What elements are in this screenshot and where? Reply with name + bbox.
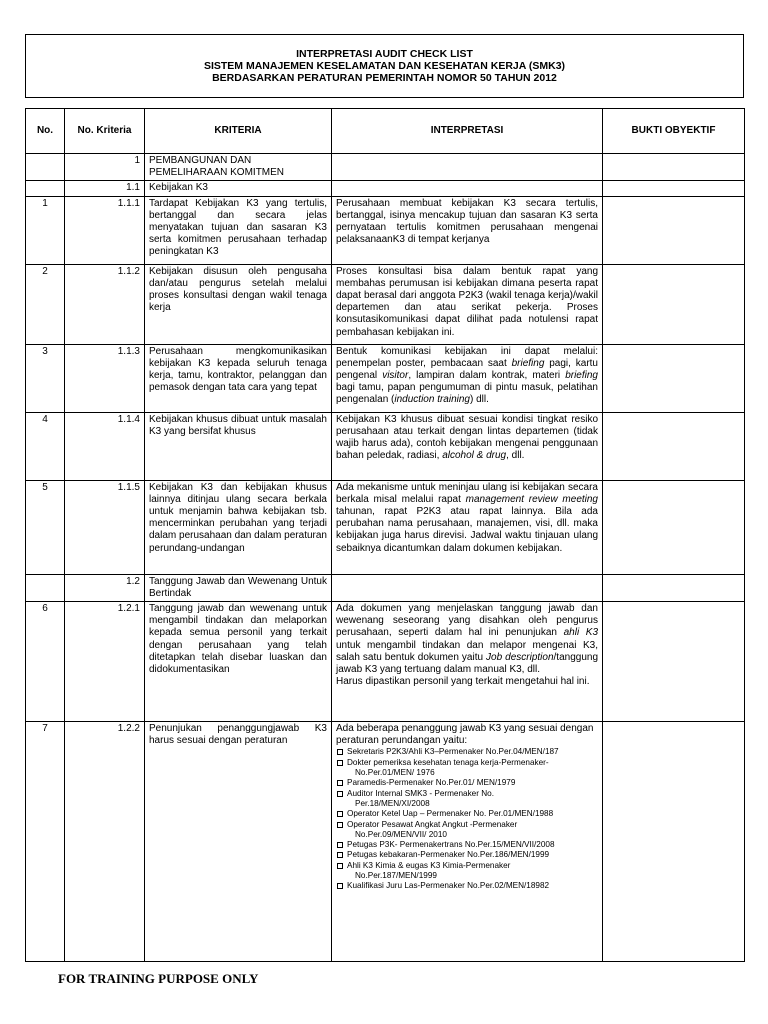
- evidence-cell: [603, 344, 745, 412]
- criteria-number: 1.1.2: [65, 264, 145, 344]
- row-number: 3: [26, 344, 65, 412]
- criteria-text: Kebijakan disusun oleh pengusaha dan/atau pengurus setelah melalui proses konsultasi dengan wakil tenaga kerja: [145, 264, 332, 344]
- section-title: PEMBANGUNAN DAN PEMELIHARAAN KOMITMEN: [145, 154, 332, 181]
- header-kriteria: KRITERIA: [145, 109, 332, 154]
- list-item: Ahli K3 Kimia & eugas K3 Kimia-Permenaker No.Per.187/MEN/1999: [336, 861, 598, 882]
- list-item: Sekretaris P2K3/Ahli K3–Permenaker No.Per.04/MEN/187: [336, 747, 598, 757]
- table-header-row: [26, 109, 745, 154]
- checkbox-icon: [337, 822, 343, 828]
- section-row: [26, 181, 745, 196]
- list-item: Dokter pemeriksa kesehatan tenaga kerja-Permenaker- No.Per.01/MEN/ 1976: [336, 758, 598, 779]
- row-number: 1: [26, 196, 65, 264]
- section-title: Kebijakan K3: [145, 181, 332, 196]
- evidence-cell: [603, 412, 745, 480]
- list-item: Paramedis-Permenaker No.Per.01/ MEN/1979: [336, 778, 598, 788]
- regulation-list: [336, 747, 598, 891]
- title-line-1: INTERPRETASI AUDIT CHECK LIST: [296, 48, 473, 60]
- evidence-cell: [603, 602, 745, 722]
- interpretation-text: Ada dokumen yang menjelaskan tanggung jawab dan wewenang seseorang yang disahkan oleh pengurus perusahaan, seperti dalam hal ini penunjukan ahli K3 untuk mengambil tindakan dan melapor mengenai K3, salah satu bentuk dokumen yaitu Job description/tanggung jawab K3 yang tertuang dalam manual K3, dll. Harus dipastikan personil yang terkait mengetahui hal ini.: [332, 602, 603, 722]
- section-number: 1.1: [65, 181, 145, 196]
- evidence-cell: [603, 722, 745, 962]
- list-item: Kualifikasi Juru Las-Permenaker No.Per.02/MEN/18982: [336, 881, 598, 891]
- table-row: [26, 344, 745, 412]
- evidence-cell: [603, 480, 745, 574]
- header-interpretasi: INTERPRETASI: [332, 109, 603, 154]
- interpretation-text: Ada beberapa penanggung jawab K3 yang sesuai dengan peraturan perundangan yaitu: Sekretaris P2K3/Ahli K3–Permenaker No.Per.04/MEN/187 Dokter pemeriksa kesehatan tenaga kerja-Permenaker- No.Per.01/MEN/ 1976 Paramedis-Permenaker No.Per.01/ MEN/1979 Auditor Internal SMK3 - Permenaker No. Per.18/MEN/XI/2008 Operator Ketel Uap – Permenaker No. Per.01/MEN/1988 Operator Pesawat Angkat Angkut -Permenaker No.Per.09/MEN/VII/ 2010 Petugas P3K- Permenakertrans No.Per.15/MEN/VII/2008 Petugas kebakaran-Permenaker No.Per.186/MEN/1999 Ahli K3 Kimia & eugas K3 Kimia-Permenaker No.Per.187/MEN/1999 Kualifikasi Juru Las-Permenaker No.Per.02/MEN/18982: [332, 722, 603, 962]
- criteria-number: 1.2.2: [65, 722, 145, 962]
- row-number: 7: [26, 722, 65, 962]
- section-number: 1: [65, 154, 145, 181]
- document-title-box: [25, 34, 744, 98]
- section-row: [26, 574, 745, 601]
- checkbox-icon: [337, 811, 343, 817]
- criteria-text: Tanggung jawab dan wewenang untuk mengambil tindakan dan melaporkan kepada semua personil yang terkait dengan perusahaan yang telah ditetapkan telah disebar luaskan dan didokumentasikan: [145, 602, 332, 722]
- checkbox-icon: [337, 863, 343, 869]
- table-row: [26, 602, 745, 722]
- list-item: Petugas P3K- Permenakertrans No.Per.15/MEN/VII/2008: [336, 840, 598, 850]
- criteria-text: Kebijakan K3 dan kebijakan khusus lainnya ditinjau ulang secara berkala untuk menjamin bahwa kebijakan tsb. mencerminkan perubahan yang terjadi dalam perusahaan dan dalam peraturan perundang-undangan: [145, 480, 332, 574]
- checkbox-icon: [337, 883, 343, 889]
- checkbox-icon: [337, 791, 343, 797]
- criteria-text: Kebijakan khusus dibuat untuk masalah K3 yang bersifat khusus: [145, 412, 332, 480]
- header-no-kriteria: No. Kriteria: [65, 109, 145, 154]
- list-item: Auditor Internal SMK3 - Permenaker No. Per.18/MEN/XI/2008: [336, 789, 598, 810]
- interpretation-text: Kebijakan K3 khusus dibuat sesuai kondisi tingkat resiko perusahaan atau terkait dengan lintas departemen (tidak wajib harus ada), contoh kebijakan mengenai penggunaan bahan peledak, radiasi, alcohol & drug, dll.: [332, 412, 603, 480]
- interpretation-text: Bentuk komunikasi kebijakan ini dapat melalui: penempelan poster, pembacaan saat briefing pagi, kartu pengenal visitor, lampiran dalam kontrak, materi briefing bagi tamu, papan pengumuman di pintu masuk, pelatihan pengenalan (induction training) dll.: [332, 344, 603, 412]
- interpretation-text: Proses konsultasi bisa dalam bentuk rapat yang membahas perumusan isi kebijakan dimana peserta rapat dapat berasal dari anggota P2K3 (wakil tenaga kerja)/wakil departemen dan atau serikat pekerja. Proses konsutasikomunikasi dapat dilihat pada notulensi rapat pembahasan kebijakan ini.: [332, 264, 603, 344]
- list-item: Operator Pesawat Angkat Angkut -Permenaker No.Per.09/MEN/VII/ 2010: [336, 820, 598, 841]
- criteria-number: 1.1.5: [65, 480, 145, 574]
- table-row: [26, 722, 745, 962]
- table-row: [26, 264, 745, 344]
- checkbox-icon: [337, 760, 343, 766]
- checkbox-icon: [337, 780, 343, 786]
- section-row: [26, 154, 745, 181]
- checkbox-icon: [337, 749, 343, 755]
- header-no: No.: [26, 109, 65, 154]
- section-number: 1.2: [65, 574, 145, 601]
- interpretation-text: Ada mekanisme untuk meninjau ulang isi kebijakan secara berkala misal melalui rapat management review meeting tahunan, rapat P2K3 atau rapat lainnya. Bila ada perubahan nama perusahaan, manajemen, visi, dll. maka kebijakan juga harus direvisi. Jadwal waktu tinjauan ulang sebaiknya dicantumkan dalam dokumen kebijakan.: [332, 480, 603, 574]
- criteria-number: 1.1.4: [65, 412, 145, 480]
- criteria-text: Perusahaan mengkomunikasikan kebijakan K3 kepada seluruh tenaga kerja, tamu, kontraktor, pelanggan dan pemasok dengan tata cara yang tepat: [145, 344, 332, 412]
- audit-checklist-table: [25, 108, 745, 962]
- title-line-2: SISTEM MANAJEMEN KESELAMATAN DAN KESEHATAN KERJA (SMK3): [203, 60, 566, 72]
- row-number: 6: [26, 602, 65, 722]
- list-item: Petugas kebakaran-Permenaker No.Per.186/MEN/1999: [336, 850, 598, 860]
- header-bukti-obyektif: BUKTI OBYEKTIF: [603, 109, 745, 154]
- checkbox-icon: [337, 852, 343, 858]
- section-title: Tanggung Jawab dan Wewenang Untuk Bertindak: [145, 574, 332, 601]
- criteria-text: Penunjukan penanggungjawab K3 harus sesuai dengan peraturan: [145, 722, 332, 962]
- row-number: 4: [26, 412, 65, 480]
- interpretation-text: Perusahaan membuat kebijakan K3 secara tertulis, bertanggal, isinya mencakup tujuan dan sasaran K3 serta pernyataan tertulis komitmen perusahaan mengenai pelaksanaanK3 di tempat kerjanya: [332, 196, 603, 264]
- evidence-cell: [603, 264, 745, 344]
- list-item: Operator Ketel Uap – Permenaker No. Per.01/MEN/1988: [336, 809, 598, 819]
- table-row: [26, 412, 745, 480]
- row-number: 5: [26, 480, 65, 574]
- title-line-3: BERDASARKAN PERATURAN PEMERINTAH NOMOR 50 TAHUN 2012: [212, 72, 557, 84]
- criteria-text: Tardapat Kebijakan K3 yang tertulis, bertanggal dan secara jelas menyatakan tujuan dan sasaran K3 serta komitmen perusahaan terhadap peningkatan K3: [145, 196, 332, 264]
- table-row: [26, 196, 745, 264]
- criteria-number: 1.1.3: [65, 344, 145, 412]
- checkbox-icon: [337, 842, 343, 848]
- table-row: [26, 480, 745, 574]
- criteria-number: 1.2.1: [65, 602, 145, 722]
- evidence-cell: [603, 196, 745, 264]
- row-number: 2: [26, 264, 65, 344]
- footer-note: FOR TRAINING PURPOSE ONLY: [58, 971, 259, 986]
- criteria-number: 1.1.1: [65, 196, 145, 264]
